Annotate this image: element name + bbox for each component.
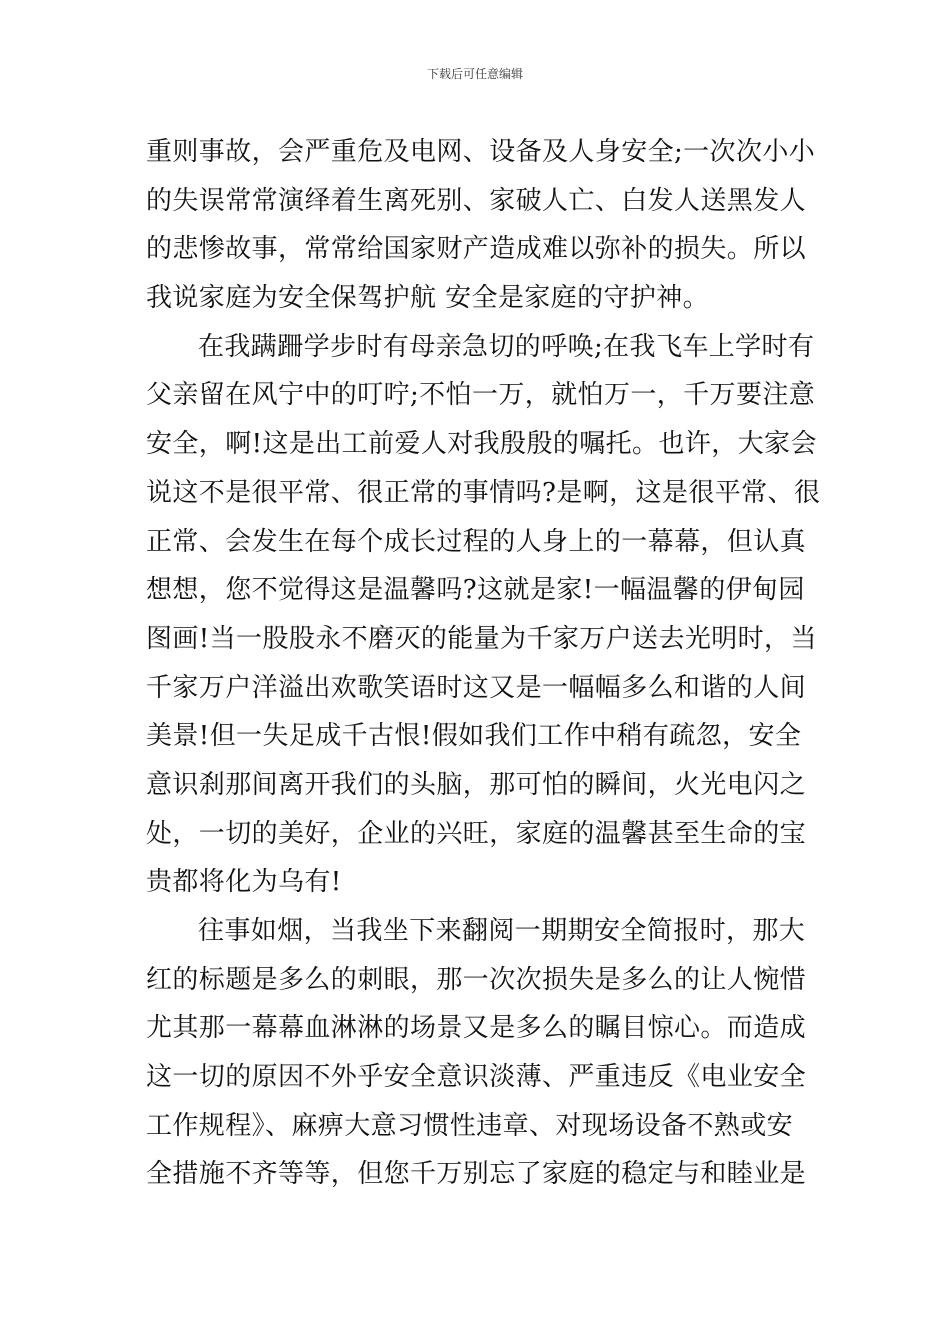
document-body [146, 128, 821, 1199]
paragraph-2-line-11: 处，一切的美好，企业的兴旺，家庭的温馨甚至生命的宝 [146, 818, 807, 849]
paragraph-2-line-1: 在我蹒跚学步时有母亲急切的呼唤;在我飞车上学时有 [198, 331, 815, 362]
paragraph-1-line-1: 重则事故，会严重危及电网、设备及人身安全;一次次小小 [146, 137, 816, 167]
paragraph-3-line-1: 往事如烟，当我坐下来翻阅一期期安全简报时，那大 [198, 916, 806, 946]
paragraph-3-line-6: 全措施不齐等等，但您千万别忘了家庭的稳定与和睦业是 [146, 1159, 807, 1190]
paragraph-2-line-12: 贵都将化为乌有! [146, 867, 342, 898]
paragraph-1-line-4: 我说家庭为安全保驾护航 安全是家庭的守护神。 [146, 283, 710, 314]
paragraph-2-line-4: 说这不是很平常、很正常的事情吗?是啊，这是很平常、很 [146, 477, 821, 508]
paragraph-2-line-7: 图画!当一股股永不磨灭的能量为千家万户送去光明时，当 [146, 623, 817, 654]
paragraph-3-line-3: 尤其那一幕幕血淋淋的场景又是多么的瞩目惊心。而造成 [146, 1013, 807, 1044]
paragraph-3-line-4: 这一切的原因不外乎安全意识淡薄、严重违反《电业安全 [146, 1062, 807, 1093]
paragraph-2-line-3: 安全，啊!这是出工前爱人对我殷殷的嘱托。也许，大家会 [146, 429, 817, 460]
paragraph-3-line-5: 工作规程》、麻痹大意习惯性违章、对现场设备不熟或安 [146, 1110, 794, 1141]
paragraph-2-line-5: 正常、会发生在每个成长过程的人身上的一幕幕，但认真 [146, 526, 807, 557]
paragraph-2-line-10: 意识刹那间离开我们的头脑，那可怕的瞬间，火光电闪之 [146, 769, 807, 800]
paragraph-1-line-3: 的悲惨故事，常常给国家财产造成难以弥补的损失。所以 [146, 234, 807, 265]
page-header-caption: 下载后可任意编辑 [426, 67, 523, 81]
paragraph-2-line-6: 想想，您不觉得这是温馨吗?这就是家!一幅温馨的伊甸园 [146, 575, 805, 606]
paragraph-2-line-9: 美景!但一失足成千古恨!假如我们工作中稍有疏忽，安全 [146, 721, 802, 752]
paragraph-3-line-2: 红的标题是多么的刺眼，那一次次损失是多么的让人惋惜 [146, 964, 807, 995]
paragraph-1-line-2: 的失误常常演绎着生离死别、家破人亡、白发人送黑发人 [146, 185, 807, 216]
paragraph-2-line-8: 千家万户洋溢出欢歌笑语时这又是一幅幅多么和谐的人间 [146, 672, 807, 703]
paragraph-2-line-2: 父亲留在风宁中的叮咛;不怕一万，就怕万一，千万要注意 [146, 380, 816, 411]
